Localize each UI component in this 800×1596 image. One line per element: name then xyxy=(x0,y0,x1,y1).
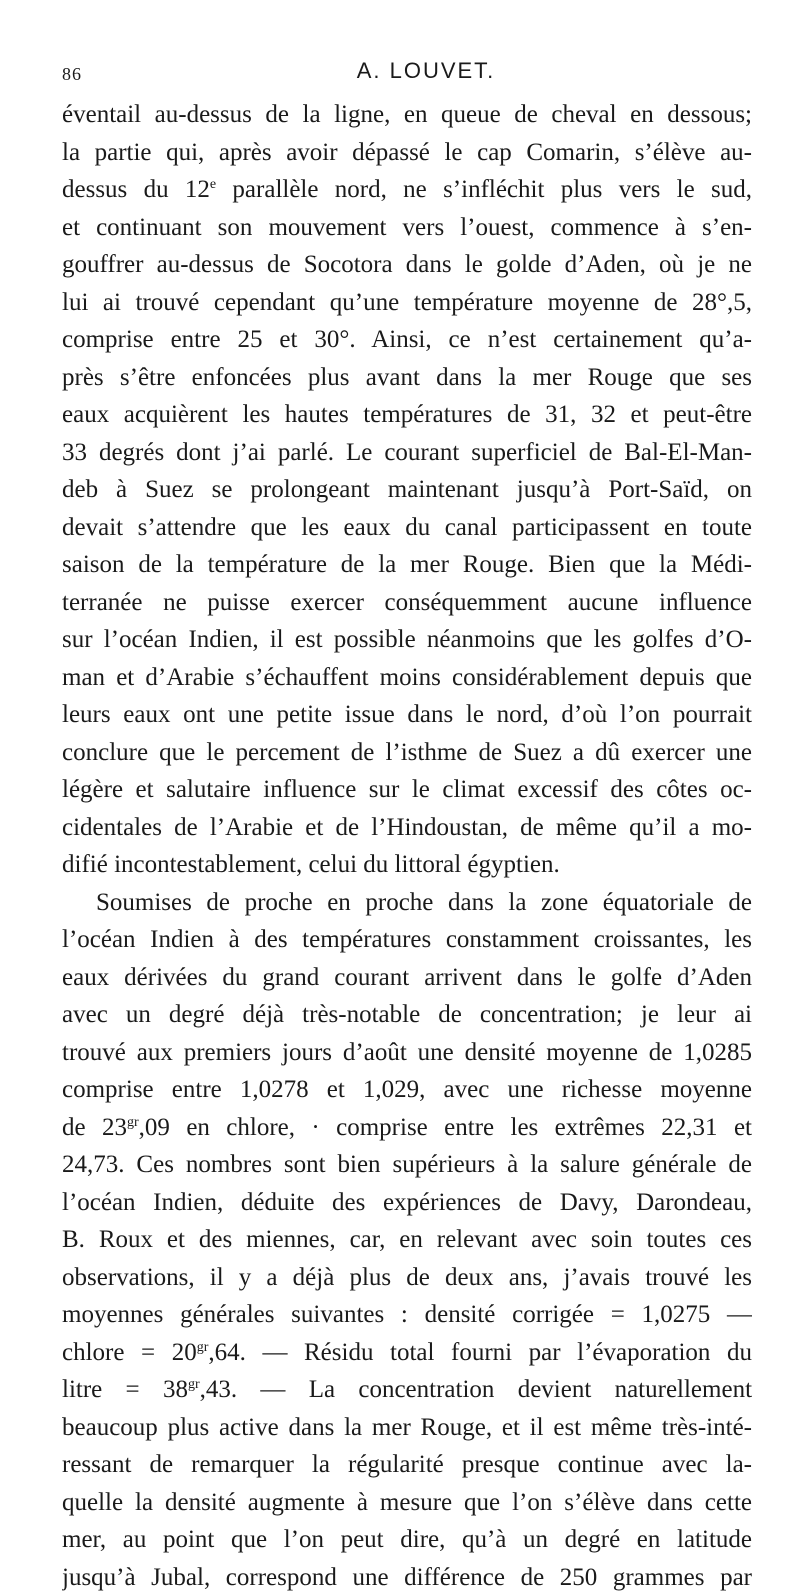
text-line: cidentales de l’Arabie et de l’Hindoustan, de même qu’il a mo- xyxy=(62,809,752,847)
text-line: trouvé aux premiers jours d’août une densité moyenne de 1,0285 xyxy=(62,1034,752,1072)
text-line: chlore = $20^{gr},64$. — Résidu total fourni par l’évaporation du xyxy=(62,1334,752,1372)
text-line: difié incontestablement, celui du littoral égyptien. xyxy=(62,846,752,884)
text-line: moyennes générales suivantes : densité corrigée = 1,0275 — xyxy=(62,1296,752,1334)
text-line: légère et salutaire influence sur le climat excessif des côtes oc- xyxy=(62,771,752,809)
text-line: et continuant son mouvement vers l’ouest, commence à s’en- xyxy=(62,209,752,247)
text-line: jusqu’à Jubal, correspond une différence de 250 grammes par xyxy=(62,1559,752,1596)
text-line: éventail au-dessus de la ligne, en queue de cheval en dessous; xyxy=(62,96,752,134)
paragraph xyxy=(62,96,752,884)
text-line: l’océan Indien, déduite des expériences de Davy, Darondeau, xyxy=(62,1184,752,1222)
text-line: devait s’attendre que les eaux du canal participassent en toute xyxy=(62,509,752,547)
page-header xyxy=(62,54,750,94)
body-text xyxy=(62,96,752,1596)
text-line: avec un degré déjà très-notable de concentration; je leur ai xyxy=(62,996,752,1034)
text-line: sur l’océan Indien, il est possible néanmoins que les golfes d’O- xyxy=(62,621,752,659)
text-line: comprise entre 25 et 30°. Ainsi, ce n’est certainement qu’a- xyxy=(62,321,752,359)
text-line: 33 degrés dont j’ai parlé. Le courant superficiel de Bal-El-Man- xyxy=(62,434,752,472)
text-line: lui ai trouvé cependant qu’une température moyenne de 28°,5, xyxy=(62,284,752,322)
text-line: observations, il y a déjà plus de deux ans, j’avais trouvé les xyxy=(62,1259,752,1297)
text-line: eaux dérivées du grand courant arrivent dans le golfe d’Aden xyxy=(62,959,752,997)
running-title: A. LOUVET. xyxy=(62,58,750,84)
text-line: quelle la densité augmente à mesure que l’on s’élève dans cette xyxy=(62,1484,752,1522)
text-line: mer, au point que l’on peut dire, qu’à un degré en latitude xyxy=(62,1521,752,1559)
text-line: leurs eaux ont une petite issue dans le nord, d’où l’on pourrait xyxy=(62,696,752,734)
text-line: près s’être enfoncées plus avant dans la mer Rouge que ses xyxy=(62,359,752,397)
paragraph xyxy=(62,884,752,1596)
text-line: dessus du 12e parallèle nord, ne s’infléchit plus vers le sud, xyxy=(62,171,752,209)
text-line: saison de la température de la mer Rouge. Bien que la Médi- xyxy=(62,546,752,584)
text-line: l’océan Indien à des températures constamment croissantes, les xyxy=(62,921,752,959)
text-line: Soumises de proche en proche dans la zone équatoriale de xyxy=(62,884,752,922)
page-number: 86 xyxy=(62,64,82,85)
text-line: man et d’Arabie s’échauffent moins considérablement depuis que xyxy=(62,659,752,697)
text-line: ressant de remarquer la régularité presque continue avec la- xyxy=(62,1446,752,1484)
text-line: terranée ne puisse exercer conséquemment aucune influence xyxy=(62,584,752,622)
text-line: B. Roux et des miennes, car, en relevant avec soin toutes ces xyxy=(62,1221,752,1259)
text-line: gouffrer au-dessus de Socotora dans le golde d’Aden, où je ne xyxy=(62,246,752,284)
text-line: comprise entre 1,0278 et 1,029, avec une richesse moyenne xyxy=(62,1071,752,1109)
text-line: eaux acquièrent les hautes températures de 31, 32 et peut-être xyxy=(62,396,752,434)
text-line: conclure que le percement de l’isthme de Suez a dû exercer une xyxy=(62,734,752,772)
text-line: la partie qui, après avoir dépassé le cap Comarin, s’élève au- xyxy=(62,134,752,172)
text-line: beaucoup plus active dans la mer Rouge, et il est même très-inté- xyxy=(62,1409,752,1447)
text-line: litre = $38^{gr},43$. — La concentration devient naturellement xyxy=(62,1371,752,1409)
text-line: deb à Suez se prolongeant maintenant jusqu’à Port-Saïd, on xyxy=(62,471,752,509)
text-line: 24,73. Ces nombres sont bien supérieurs à la salure générale de xyxy=(62,1146,752,1184)
text-line: de $23^{gr},09$ en chlore, · comprise entre les extrêmes 22,31 et xyxy=(62,1109,752,1147)
